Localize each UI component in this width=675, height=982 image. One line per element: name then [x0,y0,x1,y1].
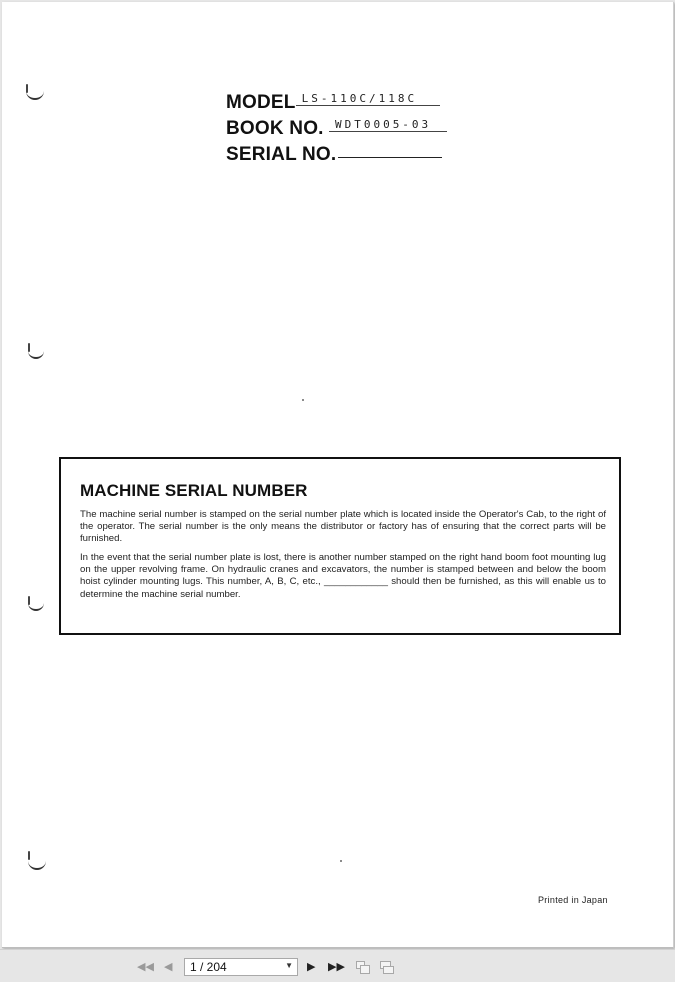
binder-hole-tick [28,343,30,352]
binder-hole-mark [26,88,44,100]
single-page-view-icon[interactable] [356,961,370,973]
printed-in-note: Printed in Japan [538,895,608,905]
binder-hole-mark [28,347,44,359]
binder-hole-tick [28,851,30,860]
serial-number-blank-line [338,156,442,158]
document-page [2,2,674,948]
model-value: LS-110C/118C [296,92,440,106]
continuous-view-icon[interactable] [380,961,394,973]
binder-hole-mark [28,858,46,870]
model-row [226,92,447,118]
model-label: MODEL [226,92,296,113]
serial-box-title: MACHINE SERIAL NUMBER [80,481,308,500]
serial-number-label: SERIAL NO. [226,144,337,165]
binder-hole-mark [28,599,44,611]
binder-hole-tick [26,84,28,93]
chevron-down-icon: ▼ [285,961,293,970]
document-info-block [226,92,447,170]
scan-speck [340,860,342,862]
binder-hole-tick [28,596,30,605]
scan-speck [302,399,304,401]
page-indicator: 1 / 204 [190,960,227,974]
next-page-icon[interactable]: ▶ [307,961,316,973]
book-number-label: BOOK NO. [226,118,324,139]
serial-paragraph-2: In the event that the serial number plate is lost, there is another number stamped on the right hand boom foot mounting lug on the upper revolving frame. On hydraulic cranes and excavators, the number is stamped between and below the boom hoist cylinder mounting lugs. This number, A, B, C, etc., ____________ should then be furnished, as this will enable us to determine the machine serial number. [80,552,606,600]
book-number-value: WDT0005-03 [329,118,447,132]
serial-number-row [226,144,447,170]
book-number-row [226,118,447,144]
page-number-select[interactable] [184,958,298,976]
first-page-icon[interactable]: ◀​◀ [137,961,154,973]
pdf-navigation-toolbar [0,949,675,982]
serial-paragraph-1: The machine serial number is stamped on the serial number plate which is located inside the Operator's Cab, to the right of the operator. The serial number is the only means the distributor or factory has of ensuring that the correct parts will be furnished. [80,509,606,545]
machine-serial-number-box [59,457,621,635]
previous-page-icon[interactable]: ◀ [164,961,173,973]
last-page-icon[interactable]: ▶▶ [328,961,345,973]
